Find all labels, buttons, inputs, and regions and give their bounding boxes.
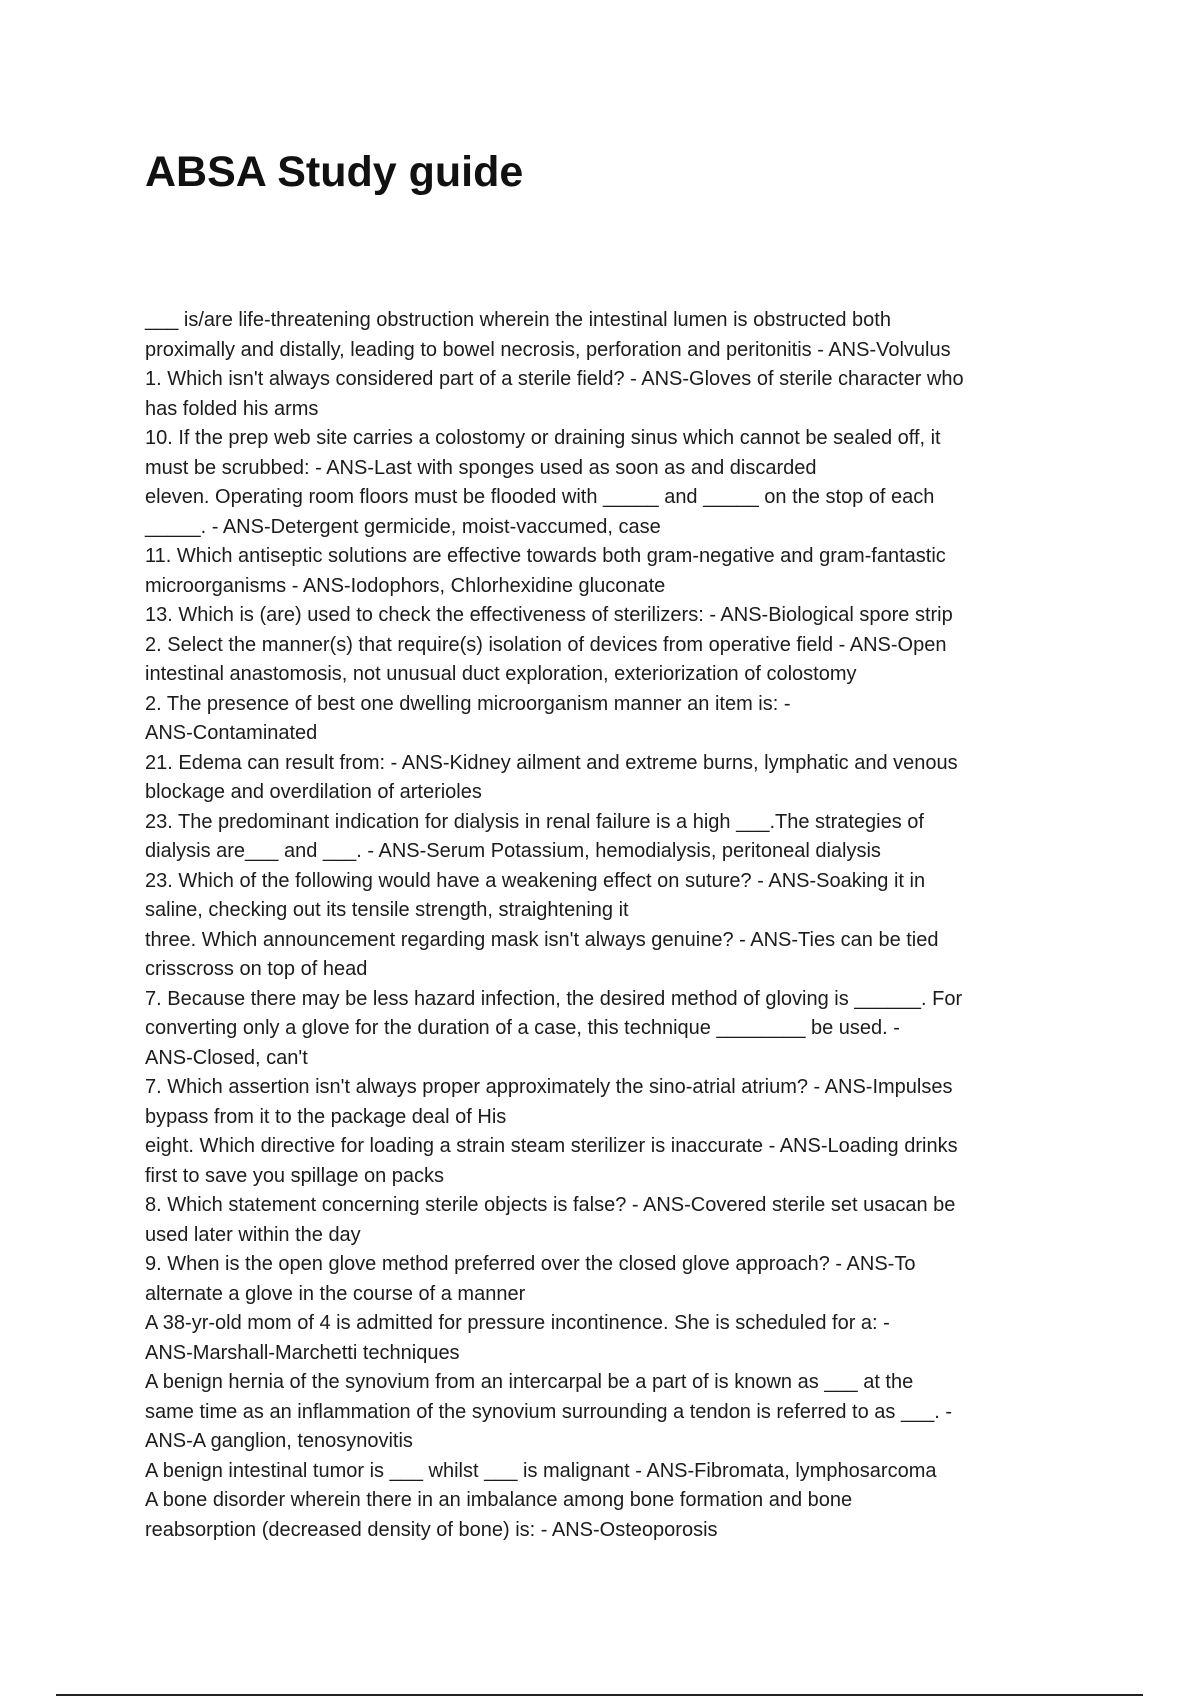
text-line: crisscross on top of head — [145, 958, 368, 980]
text-line: used later within the day — [145, 1223, 361, 1246]
text-line: eight. Which directive for loading a strain steam sterilizer is inaccurate - ANS-Loading drinks — [145, 1135, 958, 1157]
footer-divider — [56, 1694, 1143, 1696]
text-line: 2. Select the manner(s) that require(s) isolation of devices from operative field - ANS-Open — [145, 633, 947, 656]
text-line: ___ is/are life-threatening obstruction wherein the intestinal lumen is obstructed both — [145, 309, 891, 331]
text-line: 9. When is the open glove method preferred over the closed glove approach? - ANS-To — [145, 1253, 916, 1275]
page-title: ABSA Study guide — [145, 148, 524, 196]
text-line: 7. Which assertion isn't always proper approximately the sino-atrial atrium? - ANS-Impulses — [145, 1076, 953, 1098]
text-line: saline, checking out its tensile strength, straightening it — [145, 899, 629, 921]
text-line: three. Which announcement regarding mask isn't always genuine? - ANS-Ties can be tied — [145, 928, 939, 951]
text-line: ANS-Contaminated — [145, 722, 318, 744]
text-line: reabsorption (decreased density of bone) is: - ANS-Osteoporosis — [145, 1518, 718, 1541]
text-line: has folded his arms — [145, 397, 319, 420]
text-line: alternate a glove in the course of a manner — [145, 1282, 526, 1305]
text-line: eleven. Operating room floors must be flooded with _____ and _____ on the stop of each — [145, 486, 935, 508]
text-line: same time as an inflammation of the synovium surrounding a tendon is referred to as ___. - — [145, 1400, 953, 1423]
text-line: 2. The presence of best one dwelling microorganism manner an item is: - — [145, 692, 791, 715]
text-line: first to save you spillage on packs — [145, 1164, 445, 1187]
text-line: ANS-Marshall-Marchetti techniques — [145, 1341, 460, 1364]
text-line: A 38-yr-old mom of 4 is admitted for pressure incontinence. She is scheduled for a: - — [145, 1312, 890, 1334]
text-line: ANS-Closed, can't — [145, 1046, 308, 1069]
text-line: A bone disorder wherein there in an imbalance among bone formation and bone — [145, 1489, 853, 1511]
text-line: microorganisms - ANS-Iodophors, Chlorhexidine gluconate — [145, 574, 666, 597]
text-line: 8. Which statement concerning sterile objects is false? - ANS-Covered sterile set usacan be — [145, 1194, 956, 1216]
text-line: 1. Which isn't always considered part of a sterile field? - ANS-Gloves of sterile character who — [145, 368, 964, 390]
text-line: intestinal anastomosis, not unusual duct exploration, exteriorization of colostomy — [145, 663, 857, 685]
text-line: A benign hernia of the synovium from an intercarpal be a part of is known as ___ at the — [145, 1371, 914, 1393]
text-line: proximally and distally, leading to bowel necrosis, perforation and peritonitis - ANS-Volvulus — [145, 338, 951, 361]
text-line: blockage and overdilation of arterioles — [145, 781, 482, 803]
text-line: 13. Which is (are) used to check the effectiveness of sterilizers: - ANS-Biological spore strip — [145, 604, 953, 626]
text-line: dialysis are___ and ___. - ANS-Serum Potassium, hemodialysis, peritoneal dialysis — [145, 840, 881, 862]
text-line: bypass from it to the package deal of His — [145, 1105, 507, 1128]
study-guide-body — [145, 306, 1065, 1545]
text-line: 10. If the prep web site carries a colostomy or draining sinus which cannot be sealed off, it — [145, 427, 941, 449]
text-line: 7. Because there may be less hazard infection, the desired method of gloving is ______. For — [145, 987, 963, 1010]
text-line: ANS-A ganglion, tenosynovitis — [145, 1430, 413, 1452]
text-line: _____. - ANS-Detergent germicide, moist-vaccumed, case — [145, 515, 661, 538]
text-line: A benign intestinal tumor is ___ whilst ___ is malignant - ANS-Fibromata, lymphosarcoma — [145, 1459, 937, 1482]
text-line: 11. Which antiseptic solutions are effective towards both gram-negative and gram-fantastic — [145, 545, 946, 567]
text-line: 23. The predominant indication for dialysis in renal failure is a high ___.The strategies of — [145, 810, 924, 833]
text-line: must be scrubbed: - ANS-Last with sponges used as soon as and discarded — [145, 456, 817, 479]
text-line: 23. Which of the following would have a weakening effect on suture? - ANS-Soaking it in — [145, 869, 926, 892]
text-line: 21. Edema can result from: - ANS-Kidney ailment and extreme burns, lymphatic and venous — [145, 751, 958, 774]
text-line: converting only a glove for the duration of a case, this technique ________ be used. - — [145, 1017, 900, 1039]
